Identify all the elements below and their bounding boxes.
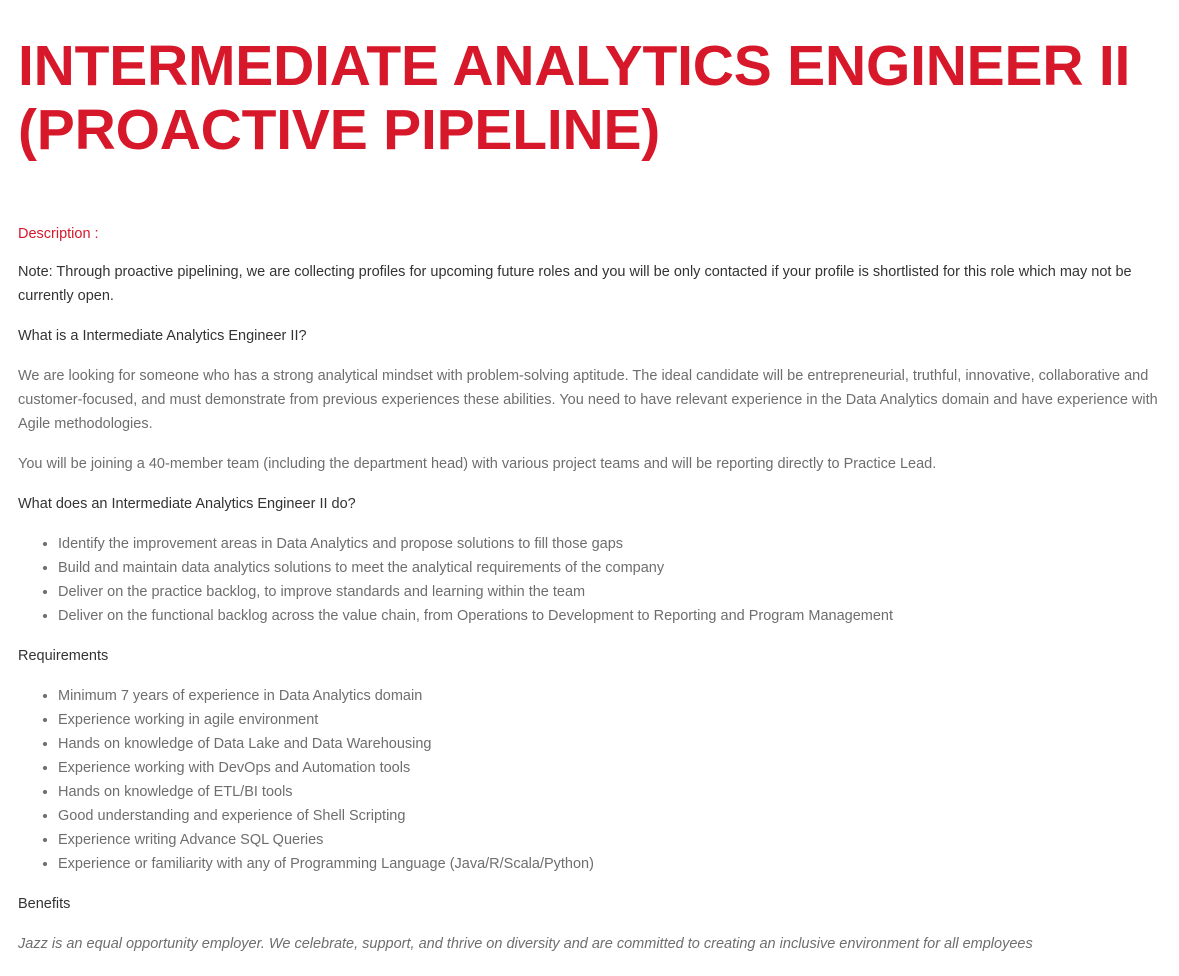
list-item: • Hands on knowledge of Data Lake and Data Warehousing: [58, 732, 1163, 756]
what-is-heading: What is a Intermediate Analytics Engineer II?: [18, 328, 307, 344]
requirements-list: [18, 684, 1163, 876]
list-item: • Experience working in agile environment: [58, 708, 1163, 732]
list-item: • Deliver on the practice backlog, to improve standards and learning within the team: [58, 580, 1163, 604]
job-posting: [18, 34, 1163, 972]
list-item: • Good understanding and experience of Shell Scripting: [58, 804, 1163, 828]
list-item: • Build and maintain data analytics solutions to meet the analytical requirements of the company: [58, 556, 1163, 580]
benefits-heading: Benefits: [18, 896, 71, 912]
list-item: • Experience writing Advance SQL Queries: [58, 828, 1163, 852]
list-item: • Experience working with DevOps and Automation tools: [58, 756, 1163, 780]
list-item: • Hands on knowledge of ETL/BI tools: [58, 780, 1163, 804]
list-item: • Experience or familiarity with any of Programming Language (Java/R/Scala/Python): [58, 852, 1163, 876]
list-item: • Minimum 7 years of experience in Data Analytics domain: [58, 684, 1163, 708]
what-does-heading: What does an Intermediate Analytics Engineer II do?: [18, 496, 356, 512]
list-item: • Identify the improvement areas in Data Analytics and propose solutions to fill those gaps: [58, 532, 1163, 556]
team-paragraph: You will be joining a 40-member team (including the department head) with various project teams and will be reporting directly to Practice Lead.: [18, 456, 937, 472]
list-item: • Deliver on the functional backlog across the value chain, from Operations to Development to Reporting and Program Management: [58, 604, 1163, 628]
requirements-heading: Requirements: [18, 648, 109, 664]
page-title: INTERMEDIATE ANALYTICS ENGINEER II (PROACTIVE PIPELINE): [18, 34, 1131, 162]
equal-opportunity-paragraph: Jazz is an equal opportunity employer. We celebrate, support, and thrive on diversity and are committed to creating an inclusive environment for all employees: [18, 936, 1033, 952]
description-label: Description :: [18, 226, 99, 242]
duties-list: [18, 532, 1163, 628]
pipeline-note: Note: Through proactive pipelining, we are collecting profiles for upcoming future roles and you will be only contacted if your profile is shortlisted for this role which may not be currently open.: [18, 264, 1132, 304]
title-spacer: [18, 162, 1163, 222]
role-overview-paragraph: We are looking for someone who has a strong analytical mindset with problem-solving aptitude. The ideal candidate will be entrepreneurial, truthful, innovative, collaborative and customer-focused, and must demonstrate from previous experiences these abilities. You need to have relevant experience in the Data Analytics domain and have experience with Agile methodologies.: [18, 368, 1158, 432]
